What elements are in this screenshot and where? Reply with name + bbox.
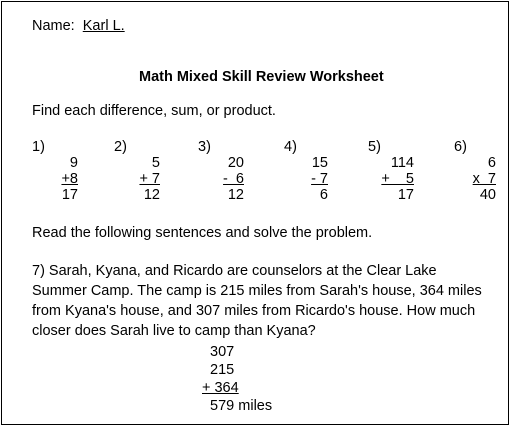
problem-1-answer: 17: [61, 187, 78, 203]
word-problem-work: [202, 343, 272, 415]
problem-6-number: 6): [454, 139, 467, 155]
problem-5-top: 114: [390, 155, 414, 171]
problem-3-number: 3): [198, 139, 211, 155]
problem-1-number: 1): [32, 139, 45, 155]
problem-4: [288, 155, 328, 203]
work-row-2: 215: [202, 362, 235, 378]
work-row-1: 307: [202, 344, 235, 360]
instructions-word-problem: Read the following sentences and solve the problem.: [32, 225, 373, 241]
problem-1-top: 9: [69, 155, 78, 171]
problem-6: [456, 155, 496, 203]
problem-3-answer: 12: [227, 187, 244, 203]
problem-2-answer: 12: [143, 187, 160, 203]
problem-2-top: 5: [151, 155, 160, 171]
problem-2-number: 2): [114, 139, 127, 155]
problem-4-number: 4): [284, 139, 297, 155]
problem-2: [120, 155, 160, 203]
name-label: Name:: [32, 18, 75, 34]
instructions-arithmetic: Find each difference, sum, or product.: [32, 103, 276, 119]
work-row-3: + 364: [202, 380, 239, 396]
problem-1-operator: +8: [61, 171, 78, 187]
problem-6-top: 6: [487, 155, 496, 171]
problem-5-operator: + 5: [381, 171, 414, 187]
worksheet-page: [1, 1, 509, 425]
problem-3-operator: - 6: [223, 171, 244, 187]
name-line: [32, 18, 125, 35]
problem-3-top: 20: [227, 155, 244, 171]
word-problem-line: Summer Camp. The camp is 215 miles from Sarah's house, 364 miles: [32, 283, 482, 299]
word-problem-text: [32, 261, 502, 341]
work-answer: 579 miles: [202, 398, 273, 414]
problem-6-operator: x 7: [472, 171, 496, 187]
problem-5-answer: 17: [397, 187, 414, 203]
problem-2-operator: + 7: [139, 171, 160, 187]
word-problem-line: 7) Sarah, Kyana, and Ricardo are counselors at the Clear Lake: [32, 263, 437, 279]
word-problem-line: from Kyana's house, and 307 miles from Ricardo's house. How much: [32, 303, 476, 319]
problem-5-number: 5): [368, 139, 381, 155]
problem-4-top: 15: [311, 155, 328, 171]
problem-3: [204, 155, 244, 203]
problem-4-answer: 6: [319, 187, 328, 203]
word-problem-line: closer does Sarah live to camp than Kyana?: [32, 323, 316, 339]
name-value: Karl L.: [82, 18, 125, 34]
problem-4-operator: - 7: [311, 171, 328, 187]
problem-6-answer: 40: [479, 187, 496, 203]
problem-5: [374, 155, 414, 203]
problem-1: [38, 155, 78, 203]
worksheet-title: Math Mixed Skill Review Worksheet: [139, 69, 384, 85]
